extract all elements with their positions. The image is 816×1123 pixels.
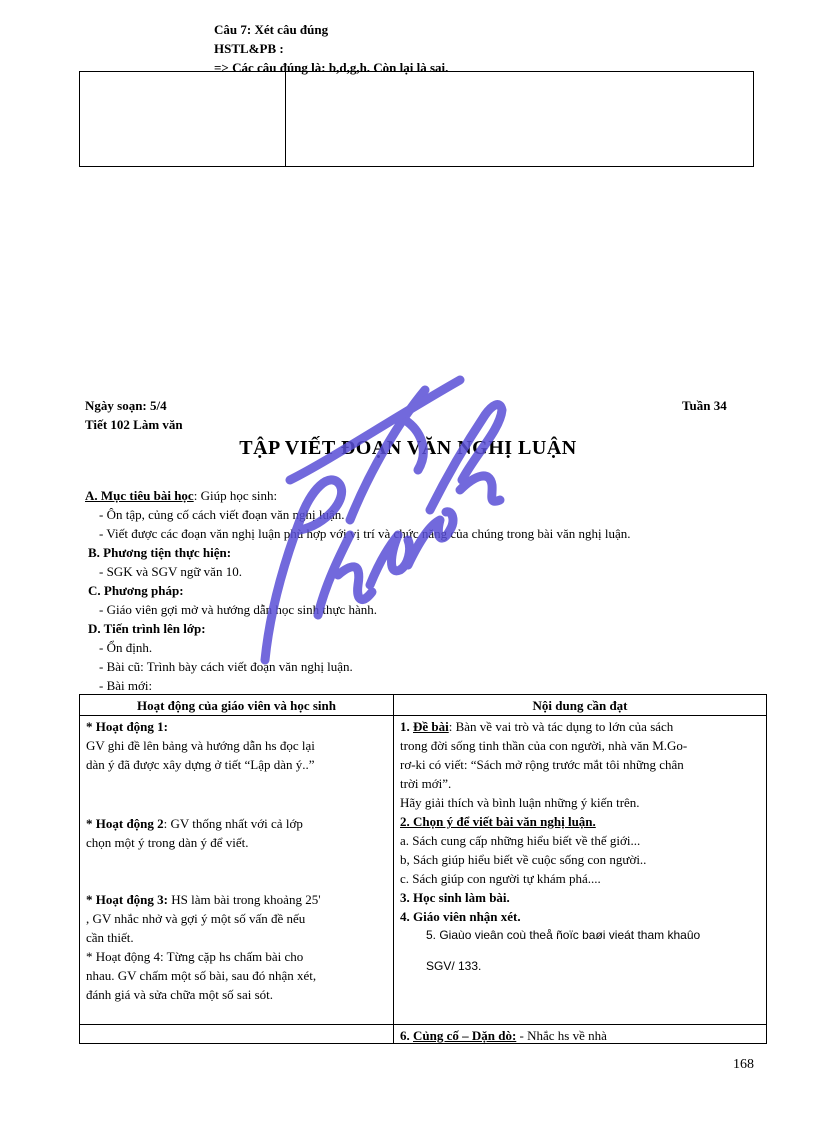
item-2-option: b, Sách giúp hiểu biết về cuộc sống con người..	[400, 852, 647, 867]
item-3-heading: 3. Học sinh làm bài.	[400, 890, 510, 905]
activity-1-heading: * Hoạt động 1:	[86, 719, 168, 734]
item-1-line: rơ-ki có viết: “Sách mở rộng trước mắt tôi những chân	[400, 757, 684, 772]
activity-3-line: , GV nhắc nhở và gợi ý một số vấn đề nếu	[86, 911, 306, 926]
top-table	[79, 71, 754, 167]
lesson-sections	[85, 486, 631, 695]
item-1-line: trong đời sống tinh thần của con người, nhà văn M.Go-	[400, 738, 688, 753]
section-a-intro: : Giúp học sinh:	[193, 488, 278, 503]
activity-2-line: chọn một ý trong dàn ý để viết.	[86, 835, 249, 850]
item-1-number: 1.	[400, 719, 413, 734]
section-c-item: - Giáo viên gợi mở và hướng dẫn học sinh thực hành.	[99, 602, 378, 617]
section-a-item: - Ôn tập, củng cố cách viết đoạn văn nghị luận.	[99, 507, 345, 522]
section-d-item: - Ổn định.	[99, 640, 153, 655]
answer-line: => Các câu đúng là: b,d,g,h. Còn lại là sai.	[214, 60, 449, 75]
section-a-heading: A. Mục tiêu bài học	[85, 488, 194, 503]
top-table-cell	[214, 20, 448, 77]
section-c-heading: C. Phương pháp:	[88, 583, 184, 598]
activity-3-line: cần thiết.	[86, 930, 134, 945]
content-column	[400, 717, 700, 976]
item-5-line: 5. Giaùo vieân coù theå ñoïc baøi vieát tham khaûo	[426, 928, 701, 942]
section-d-item: - Bài cũ: Trình bày cách viết đoạn văn nghị luận.	[99, 659, 353, 674]
activity-4-line: đánh giá và sửa chữa một số sai sót.	[86, 987, 274, 1002]
item-2-heading: 2. Chọn ý để viết bài văn nghị luận.	[400, 814, 596, 829]
column-header-activities: Hoạt động của giáo viên và học sinh	[136, 698, 336, 713]
week-label: Tuần 34	[682, 398, 727, 413]
column-header-content: Nội dung cần đạt	[532, 698, 628, 713]
item-2-option: a. Sách cung cấp những hiểu biết về thế giới...	[400, 833, 641, 848]
question-line: Câu 7: Xét câu đúng	[214, 22, 329, 37]
page-number: 168	[733, 1057, 754, 1072]
item-5-line: SGV/ 133.	[426, 959, 482, 973]
activity-4-line: nhau. GV chấm một số bài, sau đó nhận xét,	[86, 968, 317, 983]
item-1-heading: Đề bài	[413, 719, 449, 734]
activity-4-line: * Hoạt động 4: Từng cặp hs chấm bài cho	[86, 949, 304, 964]
activities-column	[86, 717, 315, 774]
item-1-text: : Bàn về vai trò và tác dụng to lớn của sách	[448, 719, 674, 734]
activity-2-heading: * Hoạt động 2	[86, 816, 164, 831]
table-header-divider	[80, 715, 766, 716]
activity-3-heading: * Hoạt động 3:	[86, 892, 168, 907]
activity-table	[79, 694, 767, 1044]
item-2-option: c. Sách giúp con người tự khám phá....	[400, 871, 601, 886]
date-label: Ngày soạn: 5/4	[85, 398, 167, 413]
item-1-line: Hãy giải thích và bình luận những ý kiến trên.	[400, 795, 640, 810]
activity-1-line: GV ghi đề lên bảng và hướng dẫn hs đọc lại	[86, 738, 315, 753]
activity-3	[86, 890, 321, 1004]
item-6	[400, 1026, 607, 1045]
page-title: TẬP VIẾT ĐOẠN VĂN NGHỊ LUẬN	[239, 437, 577, 459]
section-b-heading: B. Phương tiện thực hiện:	[88, 545, 232, 560]
section-a-item: - Viết được các đoạn văn nghị luận phù hợp với vị trí và chức năng của chúng trong bài văn nghị luận.	[99, 526, 631, 541]
item-4-heading: 4. Giáo viên nhận xét.	[400, 909, 521, 924]
table-column-divider	[285, 72, 286, 166]
item-1-line: trời mới”.	[400, 776, 452, 791]
section-d-heading: D. Tiến trình lên lớp:	[88, 621, 206, 636]
table-column-divider	[393, 695, 394, 1043]
answer-label: HSTL&PB :	[214, 41, 284, 56]
activity-1-line: dàn ý đã được xây dựng ở tiết “Lập dàn ý..”	[86, 757, 315, 772]
section-b-item: - SGK và SGV ngữ văn 10.	[99, 564, 242, 579]
item-6-number: 6.	[400, 1028, 413, 1043]
activity-3-text: HS làm bài trong khoảng 25'	[167, 892, 321, 907]
item-6-text: - Nhắc hs về nhà	[516, 1028, 607, 1043]
lesson-label: Tiết 102 Làm văn	[85, 417, 183, 432]
section-d-item: - Bài mới:	[99, 678, 153, 693]
activity-2	[86, 814, 303, 852]
activity-2-text: : GV thống nhất với cả lớp	[163, 816, 303, 831]
item-6-heading: Củng cố – Dặn dò:	[413, 1028, 517, 1043]
table-row-divider	[80, 1024, 766, 1025]
